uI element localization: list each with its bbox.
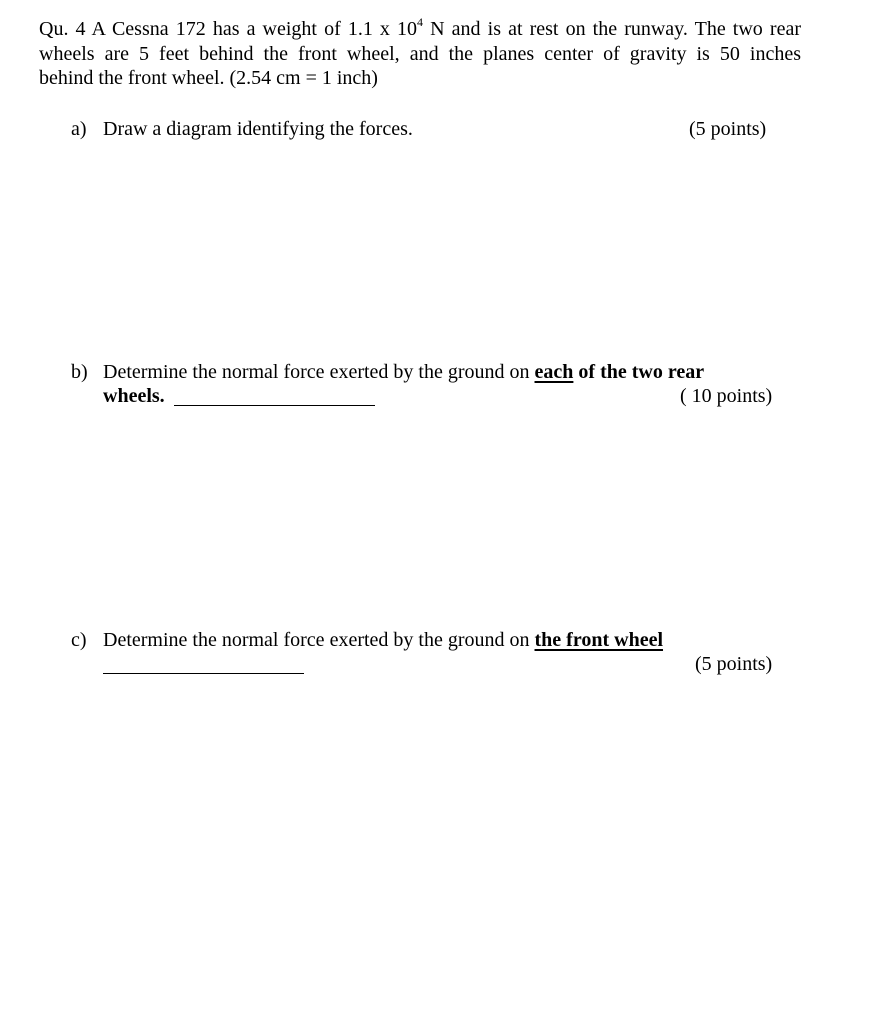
part-c-answer-blank[interactable] — [103, 673, 304, 674]
part-c-points: (5 points) — [695, 653, 773, 675]
part-b-answer-blank[interactable] — [174, 405, 375, 406]
part-b-letter: b) — [71, 361, 88, 383]
part-c-emphasis-front-wheel: the front wheel — [534, 629, 664, 651]
part-b-wheels: wheels. — [103, 385, 165, 407]
part-a-letter: a) — [71, 118, 87, 140]
question-line-3: behind the front wheel. (2.54 cm = 1 inch) — [39, 67, 378, 89]
part-b-prompt-text: Determine the normal force exerted by the ground on — [103, 361, 535, 383]
part-b-emphasis-each: each — [534, 361, 574, 383]
part-c-prompt-text: Determine the normal force exerted by the ground on — [103, 629, 535, 651]
exponent: 4 — [417, 15, 424, 29]
question-line-1-text-end: N and is at rest on the runway. The two rear — [423, 18, 801, 40]
part-c-prompt — [103, 628, 663, 653]
part-a-prompt: Draw a diagram identifying the forces. — [103, 118, 413, 140]
question-statement — [39, 17, 801, 91]
part-c-letter: c) — [71, 629, 87, 651]
part-a-points: (5 points) — [689, 118, 767, 140]
part-b-emphasis-rear: of the two rear — [573, 361, 705, 383]
question-line-2: wheels are 5 feet behind the front wheel, and the planes center of gravity is 50 inches — [39, 42, 801, 65]
question-line-1 — [39, 17, 801, 42]
part-b-prompt — [103, 360, 704, 385]
part-b-points: ( 10 points) — [680, 385, 773, 407]
question-line-1-text: Qu. 4 A Cessna 172 has a weight of 1.1 x 10 — [39, 18, 418, 40]
